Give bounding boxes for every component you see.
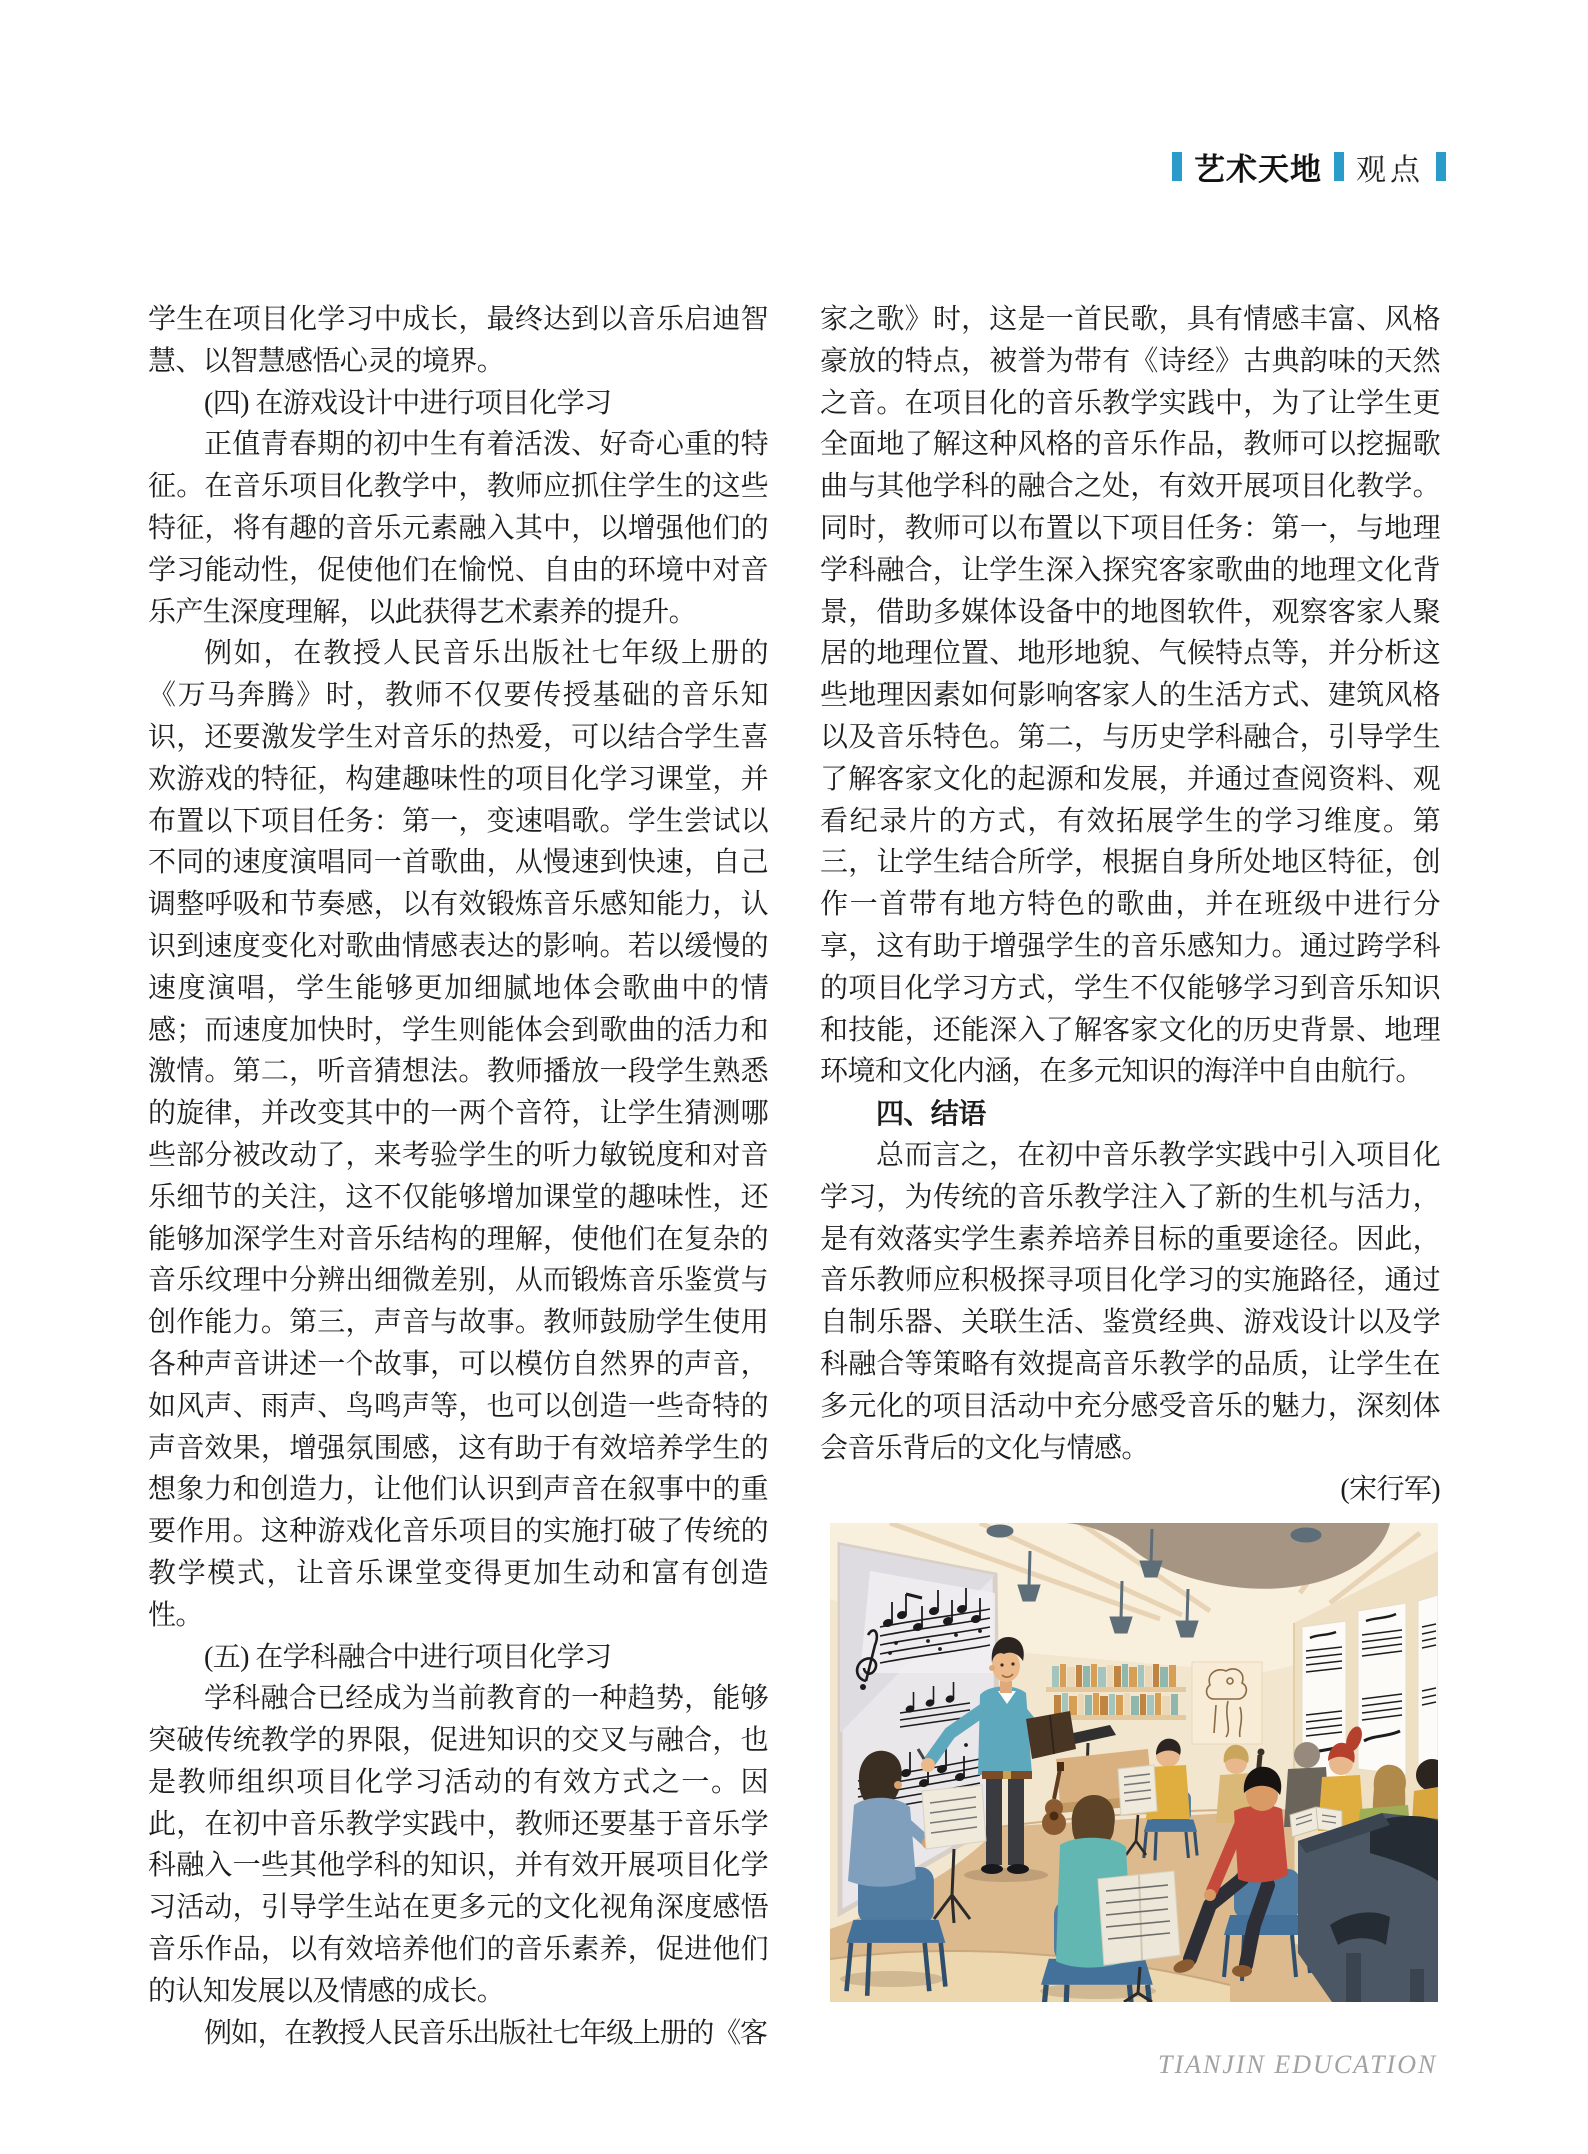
piano [1298,1813,1438,2002]
subsection-heading: (四) 在游戏设计中进行项目化学习 [204,387,612,419]
header-accent-bar [1436,152,1446,181]
header-accent-bar [1334,152,1344,181]
body-paragraph: 学生在项目化学习中成长，最终达到以音乐启迪智慧、以智慧感悟心灵的境界。 [148,304,768,377]
section-title: 艺术天地 [1194,152,1322,187]
left-column [148,299,768,2054]
body-paragraph: 例如，在教授人民音乐出版社七年级上册的《万马奔腾》时，教师不仅要传授基础的音乐知识，还要激发学生对音乐的热爱，可以结合学生喜欢游戏的特征，构建趣味性的项目化学习课堂，并布置以下项目任务：第一，变速唱歌。学生尝试以不同的速度演唱同一首歌曲，从慢速到快速，自己调整呼吸和节奏感，以有效锻炼音乐感知能力，认识到速度变化对歌曲情感表达的影响。若以缓慢的速度演唱，学生能够更加细腻地体会歌曲中的情感；而速度加快时，学生则能体会到歌曲的活力和激情。第二，听音猜想法。教师播放一段学生熟悉的旋律，并改变其中的一两个音符，让学生猜测哪些部分被改动了，来考验学生的听力敏锐度和对音乐细节的关注，这不仅能够增加课堂的趣味性，还能够加深学生对音乐结构的理解，使他们在复杂的音乐纹理中分辨出细微差别，从而锻炼音乐鉴赏与创作能力。第三，声音与故事。教师鼓励学生使用各种声音讲述一个故事，可以模仿自然界的声音，如风声、雨声、鸟鸣声等，也可以创造一些奇特的声音效果，增强氛围感，这有助于有效培养学生的想象力和创造力，让他们认识到声音在叙事中的重要作用。这种游戏化音乐项目的实施打破了传统的教学模式，让音乐课堂变得更加生动和富有创造性。 [148,638,768,1631]
body-paragraph: 正值青春期的初中生有着活泼、好奇心重的特征。在音乐项目化教学中，教师应抓住学生的这些特征，将有趣的音乐元素融入其中，以增强他们的学习能动性，促使他们在愉悦、自由的环境中对音乐产生深度理解，以此获得艺术素养的提升。 [148,429,768,628]
body-paragraph: 家之歌》时，这是一首民歌，具有情感丰富、风格豪放的特点，被誉为带有《诗经》古典韵味的天然之音。在项目化的音乐教学实践中，为了让学生更全面地了解这种风格的音乐作品，教师可以挖掘歌曲与其他学科的融合之处，有效开展项目化教学。同时，教师可以布置以下项目任务：第一，与地理学科融合，让学生深入探究客家歌曲的地理文化背景，借助多媒体设备中的地图软件，观察客家人聚居的地理位置、地形地貌、气候特点等，并分析这些地理因素如何影响客家人的生活方式、建筑风格以及音乐特色。第二，与历史学科融合，引导学生了解客家文化的起源和发展，并通过查阅资料、观看纪录片的方式，有效拓展学生的学习维度。第三，让学生结合所学，根据自身所处地区特征，创作一首带有地方特色的歌曲，并在班级中进行分享，这有助于增强学生的音乐感知力。通过跨学科的项目化学习方式，学生不仅能够学习到音乐知识和技能，还能深入了解客家文化的历史背景、地理环境和文化内涵，在多元知识的海洋中自由航行。 [820,304,1440,1088]
author-signature: (宋行军) [1340,1474,1440,1506]
body-paragraph: 学科融合已经成为当前教育的一种趋势，能够突破传统教学的界限，促进知识的交叉与融合，也是教师组织项目化学习活动的有效方式之一。因此，在初中音乐教学实践中，教师还要基于音乐学科融入一些其他学科的知识，并有效开展项目化学习活动，引导学生站在更多元的文化视角深度感悟音乐作品，以有效培养他们的音乐素养，促进他们的认知发展以及情感的成长。 [148,1683,768,2007]
right-column [820,299,1440,1511]
page-footer [1158,2050,1437,2080]
column-topic: 观点 [1356,153,1424,187]
music-classroom-illustration [830,1523,1438,2002]
body-paragraph: 例如，在教授人民音乐出版社七年级上册的《客 [204,2017,767,2049]
header-accent-bar [1172,152,1182,181]
page-header [1172,144,1446,189]
body-paragraph: 总而言之，在初中音乐教学实践中引入项目化学习，为传统的音乐教学注入了新的生机与活力，是有效落实学生素养培养目标的重要途径。因此，音乐教师应积极探寻项目化学习的实施路径，通过自制乐器、关联生活、鉴赏经典、游戏设计以及学科融合等策略有效提高音乐教学的品质，让学生在多元化的项目活动中充分感受音乐的魅力，深刻体会音乐背后的文化与情感。 [820,1139,1440,1464]
section-heading: 四、结语 [876,1098,986,1130]
music-classroom-illustration-svg [830,1523,1438,2002]
journal-name: TIANJIN EDUCATION [1158,2050,1438,2079]
sketch-poster [1192,1662,1262,1744]
subsection-heading: (五) 在学科融合中进行项目化学习 [204,1641,612,1673]
